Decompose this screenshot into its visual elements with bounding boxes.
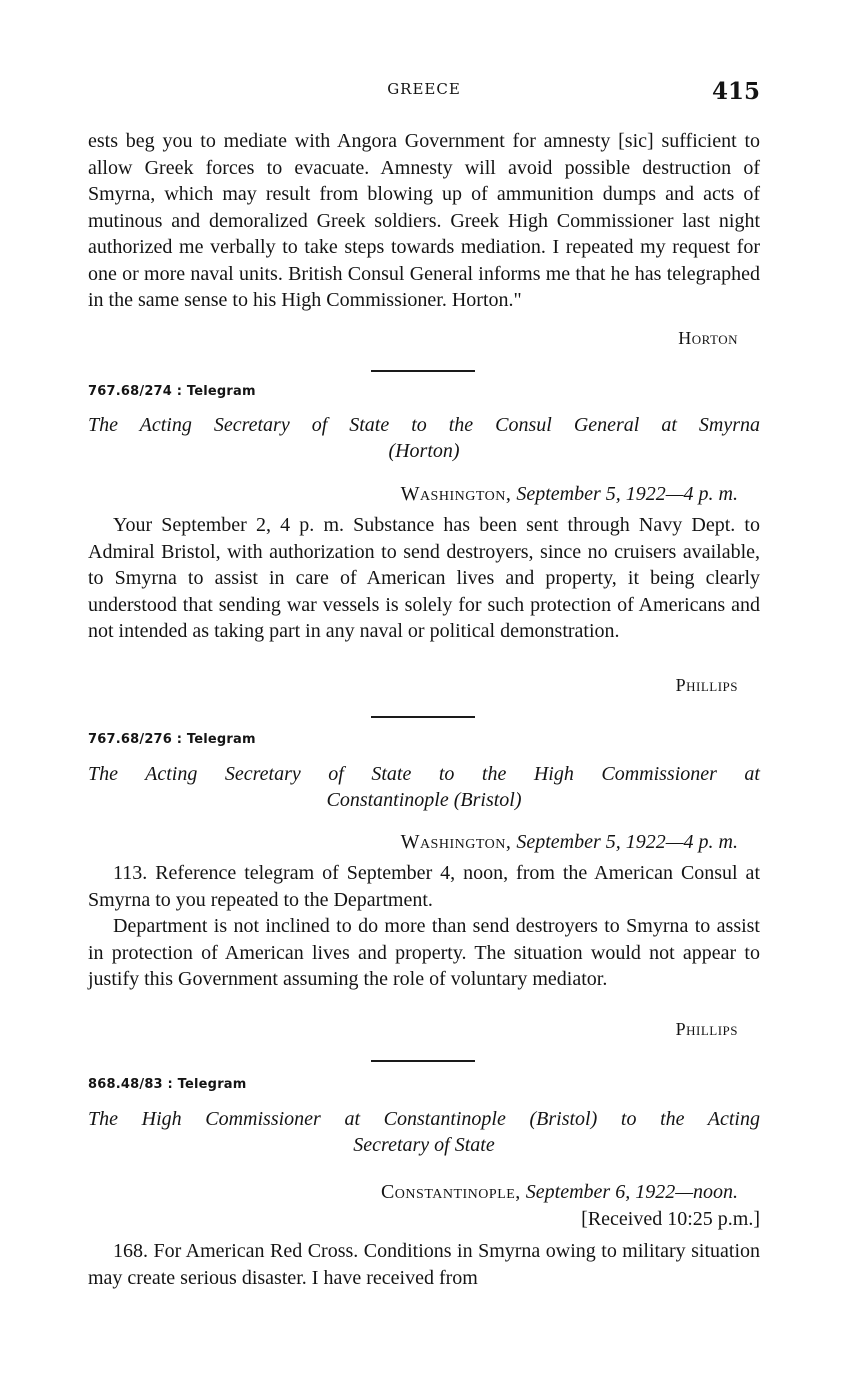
body-paragraph: 168. For American Red Cross. Conditions in Smyrna owing to military situation may create serious disaster. I have received from (88, 1240, 760, 1289)
dateline-date: September 5, 1922—4 p. m. (516, 483, 738, 505)
dateline (401, 831, 738, 854)
dateline-date: September 5, 1922—4 p. m. (516, 831, 738, 853)
document-title-line: The High Commissioner at Constantinople (Bristol) to the Acting (88, 1108, 760, 1130)
document-title-line: The Acting Secretary of State to the Consul General at Smyrna (88, 414, 760, 436)
dateline-place: Washington, (400, 483, 512, 505)
document-signature: Phillips (675, 675, 738, 695)
running-title: GREECE (387, 80, 461, 98)
document-title-line: Constantinople (Bristol) (326, 789, 522, 811)
dateline-date: September 6, 1922—noon. (525, 1181, 738, 1203)
received-note: [Received 10:25 p.m.] (581, 1208, 760, 1230)
body-paragraph: 113. Reference telegram of September 4, noon, from the American Consul at Smyrna to you repeated to the Department. (88, 862, 760, 911)
section-divider (371, 1060, 475, 1062)
document-title (88, 761, 760, 813)
document-body (88, 1238, 760, 1291)
dateline (401, 483, 738, 506)
continuation-block (88, 128, 760, 314)
dateline-place: Washington, (400, 831, 512, 853)
file-reference: 767.68/274 : Telegram (88, 384, 256, 399)
dateline-place: Constantinople, (380, 1181, 521, 1203)
file-reference: 868.48/83 : Telegram (88, 1077, 247, 1092)
document-body (88, 860, 760, 993)
running-header (88, 78, 760, 108)
continuation-paragraph: ests beg you to mediate with Angora Government for amnesty [sic] sufficient to allow Greek forces to evacuate. Amnesty will avoid possible destruction of Smyrna, which may result from blowing up of ammunition dumps and acts of mutinous and demoralized Greek soldiers. Greek High Commissioner last night authorized me verbally to take steps towards mediation. I repeated my request for one or more naval units. British Consul General informs me that he has telegraphed in the same sense to his High Commissioner. Horton." (88, 130, 760, 311)
document-title (88, 1106, 760, 1158)
document-title-line: (Horton) (388, 440, 460, 462)
document-body (88, 512, 760, 645)
section-divider (371, 716, 475, 718)
document-title-line: Secretary of State (353, 1134, 495, 1156)
document-title (88, 412, 760, 464)
document-signature: Phillips (675, 1019, 738, 1039)
document-title-line: The Acting Secretary of State to the High Commissioner at (88, 763, 760, 785)
dateline (381, 1181, 738, 1204)
body-paragraph: Your September 2, 4 p. m. Substance has been sent through Navy Dept. to Admiral Bristol, with authorization to send destroyers, since no cruisers available, to Smyrna to assist in care of American lives and property, it being clearly understood that sending war vessels is solely for such protection of Americans and not intended as taking part in any naval or political demonstration. (88, 514, 760, 642)
continuation-signature: Horton (678, 328, 738, 348)
section-divider (371, 370, 475, 372)
file-reference: 767.68/276 : Telegram (88, 732, 256, 747)
page-number: 415 (711, 78, 760, 105)
body-paragraph: Department is not inclined to do more than send destroyers to Smyrna to assist in protection of American lives and property. The situation would not appear to justify this Government assuming the role of voluntary mediator. (88, 915, 760, 990)
